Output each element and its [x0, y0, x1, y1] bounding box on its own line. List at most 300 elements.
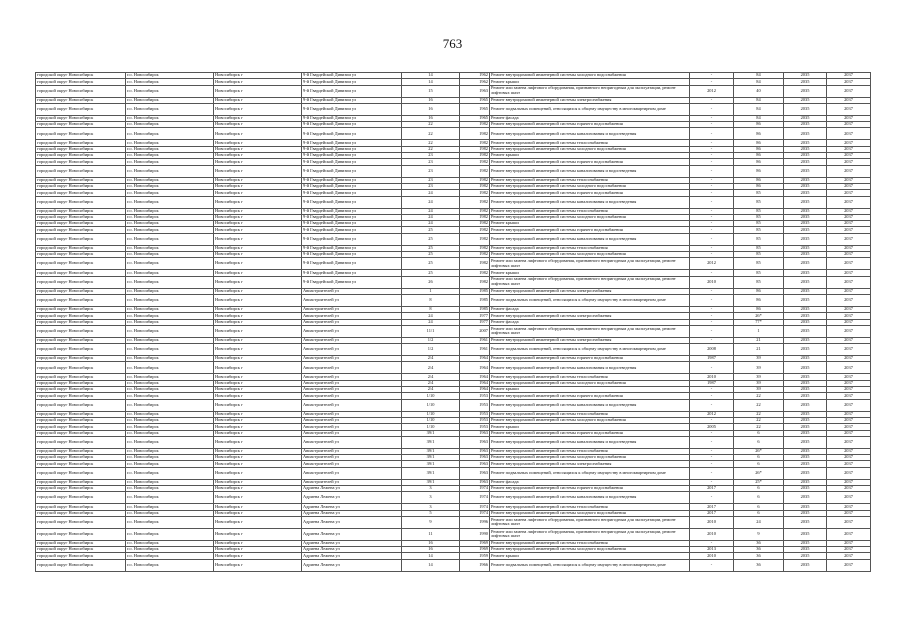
last-repair-year-cell: - — [690, 448, 734, 454]
end-year-cell: 2037 — [827, 492, 871, 504]
street-cell: Авиастроителей ул — [302, 362, 402, 374]
municipality-cell: городской округ Новосибирск — [36, 547, 126, 553]
year-built-cell: 1963 — [460, 448, 490, 454]
city-cell: Новосибирск г — [214, 79, 302, 85]
last-repair-year-cell: - — [690, 559, 734, 571]
work-type-cell: Ремонт внутридомовой инженерной системы теплоснабжения — [490, 140, 690, 146]
house-cell: 26 — [402, 276, 460, 288]
year-built-cell: 1982 — [460, 153, 490, 159]
work-type-cell: Ремонт внутридомовой инженерной системы канализования и водоотведения — [490, 399, 690, 411]
start-year-cell: 2035 — [784, 479, 827, 485]
end-year-cell: 2037 — [827, 153, 871, 159]
city-cell: Новосибирск г — [214, 270, 302, 276]
table-row — [36, 85, 871, 97]
cost-index-cell: 86 — [734, 140, 784, 146]
cost-index-cell: 6 — [734, 461, 784, 467]
start-year-cell: 2035 — [784, 337, 827, 343]
year-built-cell: 1964 — [460, 374, 490, 380]
district-cell: г.о. Новосибирск — [126, 467, 214, 479]
city-cell: Новосибирск г — [214, 159, 302, 165]
cost-index-cell: 86 — [734, 159, 784, 165]
district-cell: г.о. Новосибирск — [126, 258, 214, 270]
year-built-cell: 1985 — [460, 288, 490, 294]
cost-index-cell: 22 — [734, 411, 784, 417]
municipality-cell: городской округ Новосибирск — [36, 85, 126, 97]
street-cell: 9-й Гвардейской Дивизии ул — [302, 245, 402, 251]
district-cell: г.о. Новосибирск — [126, 214, 214, 220]
house-cell: 1/10 — [402, 411, 460, 417]
district-cell: г.о. Новосибирск — [126, 393, 214, 399]
start-year-cell: 2035 — [784, 510, 827, 516]
work-type-cell: Ремонт внутридомовой инженерной системы теплоснабжения — [490, 540, 690, 546]
municipality-cell: городской округ Новосибирск — [36, 128, 126, 140]
end-year-cell: 2037 — [827, 424, 871, 430]
cost-index-cell: 86 — [734, 122, 784, 128]
house-cell: 23 — [402, 153, 460, 159]
district-cell: г.о. Новосибирск — [126, 540, 214, 546]
start-year-cell: 2035 — [784, 276, 827, 288]
house-cell: 3 — [402, 504, 460, 510]
last-repair-year-cell: - — [690, 288, 734, 294]
start-year-cell: 2035 — [784, 547, 827, 553]
last-repair-year-cell: - — [690, 337, 734, 343]
cost-index-cell: 6 — [734, 430, 784, 436]
street-cell: 9-й Гвардейской Дивизии ул — [302, 177, 402, 183]
cost-index-cell: 26* — [734, 448, 784, 454]
street-cell: Авиастроителей ул — [302, 306, 402, 312]
street-cell: 9-й Гвардейской Дивизии ул — [302, 122, 402, 128]
district-cell: г.о. Новосибирск — [126, 492, 214, 504]
house-cell: 16 — [402, 547, 460, 553]
start-year-cell: 2035 — [784, 325, 827, 337]
work-type-cell: Ремонт внутридомовой инженерной системы теплоснабжения — [490, 177, 690, 183]
last-repair-year-cell: - — [690, 270, 734, 276]
year-built-cell: 1969 — [460, 547, 490, 553]
work-type-cell: Ремонт внутридомовой инженерной системы холодного водоснабжения — [490, 380, 690, 386]
last-repair-year-cell: - — [690, 362, 734, 374]
work-type-cell: Ремонт или замена лифтового оборудования, признанного непригодным для эксплуатации, ремонт лифтовых шахт — [490, 516, 690, 528]
cost-index-cell: 84 — [734, 73, 784, 79]
work-type-cell: Ремонт крыши — [490, 424, 690, 430]
end-year-cell: 2037 — [827, 313, 871, 319]
house-cell: 24 — [402, 214, 460, 220]
last-repair-year-cell: - — [690, 479, 734, 485]
year-built-cell: 1982 — [460, 122, 490, 128]
district-cell: г.о. Новосибирск — [126, 128, 214, 140]
cost-index-cell: 84 — [734, 79, 784, 85]
year-built-cell: 1964 — [460, 380, 490, 386]
city-cell: Новосибирск г — [214, 492, 302, 504]
start-year-cell: 2035 — [784, 424, 827, 430]
end-year-cell: 2037 — [827, 270, 871, 276]
municipality-cell: городской округ Новосибирск — [36, 146, 126, 152]
year-built-cell: 1982 — [460, 190, 490, 196]
work-type-cell: Ремонт внутридомовой инженерной системы холодного водоснабжения — [490, 417, 690, 423]
street-cell: Авиастроителей ул — [302, 288, 402, 294]
municipality-cell: городской округ Новосибирск — [36, 485, 126, 491]
repair-schedule-table — [35, 72, 871, 572]
year-built-cell: 1977 — [460, 313, 490, 319]
cost-index-cell: 86 — [734, 288, 784, 294]
start-year-cell: 2035 — [784, 128, 827, 140]
year-built-cell: 1974 — [460, 492, 490, 504]
street-cell: 9-й Гвардейской Дивизии ул — [302, 208, 402, 214]
city-cell: Новосибирск г — [214, 258, 302, 270]
last-repair-year-cell: - — [690, 467, 734, 479]
municipality-cell: городской округ Новосибирск — [36, 79, 126, 85]
end-year-cell: 2037 — [827, 115, 871, 121]
last-repair-year-cell: - — [690, 208, 734, 214]
street-cell: 9-й Гвардейской Дивизии ул — [302, 79, 402, 85]
house-cell: 8 — [402, 294, 460, 306]
district-cell: г.о. Новосибирск — [126, 221, 214, 227]
street-cell: 9-й Гвардейской Дивизии ул — [302, 85, 402, 97]
house-cell: 2/4 — [402, 362, 460, 374]
page-number: 763 — [442, 36, 463, 51]
house-cell: 5 — [402, 510, 460, 516]
start-year-cell: 2035 — [784, 393, 827, 399]
municipality-cell: городской округ Новосибирск — [36, 540, 126, 546]
start-year-cell: 2035 — [784, 306, 827, 312]
house-cell: 24 — [402, 313, 460, 319]
start-year-cell: 2035 — [784, 73, 827, 79]
table-row — [36, 294, 871, 306]
city-cell: Новосибирск г — [214, 393, 302, 399]
city-cell: Новосибирск г — [214, 245, 302, 251]
last-repair-year-cell: - — [690, 122, 734, 128]
city-cell: Новосибирск г — [214, 424, 302, 430]
district-cell: г.о. Новосибирск — [126, 85, 214, 97]
end-year-cell: 2037 — [827, 146, 871, 152]
district-cell: г.о. Новосибирск — [126, 183, 214, 189]
municipality-cell: городской округ Новосибирск — [36, 288, 126, 294]
year-built-cell: 1985 — [460, 294, 490, 306]
last-repair-year-cell: 2017 — [690, 504, 734, 510]
last-repair-year-cell: 2010 — [690, 516, 734, 528]
house-cell: 1/10 — [402, 393, 460, 399]
district-cell: г.о. Новосибирск — [126, 190, 214, 196]
work-type-cell: Ремонт внутридомовой инженерной системы горячего водоснабжения — [490, 122, 690, 128]
end-year-cell: 2037 — [827, 547, 871, 553]
house-cell: 16 — [402, 115, 460, 121]
cost-index-cell: 6 — [734, 455, 784, 461]
year-built-cell: 1982 — [460, 252, 490, 258]
work-type-cell: Ремонт или замена лифтового оборудования, признанного непригодным для эксплуатации, ремонт лифтовых шахт — [490, 528, 690, 540]
work-type-cell: Ремонт внутридомовой инженерной системы канализования и водоотведения — [490, 492, 690, 504]
cost-index-cell: 36 — [734, 540, 784, 546]
city-cell: Новосибирск г — [214, 411, 302, 417]
cost-index-cell: 39 — [734, 380, 784, 386]
city-cell: Новосибирск г — [214, 553, 302, 559]
start-year-cell: 2035 — [784, 159, 827, 165]
year-built-cell: 1982 — [460, 208, 490, 214]
house-cell: 3 — [402, 485, 460, 491]
last-repair-year-cell: - — [690, 73, 734, 79]
municipality-cell: городской округ Новосибирск — [36, 140, 126, 146]
municipality-cell: городской округ Новосибирск — [36, 337, 126, 343]
street-cell: 9-й Гвардейской Дивизии ул — [302, 276, 402, 288]
table-row — [36, 436, 871, 448]
start-year-cell: 2035 — [784, 214, 827, 220]
district-cell: г.о. Новосибирск — [126, 208, 214, 214]
district-cell: г.о. Новосибирск — [126, 362, 214, 374]
work-type-cell: Ремонт внутридомовой инженерной системы холодного водоснабжения — [490, 146, 690, 152]
last-repair-year-cell: - — [690, 146, 734, 152]
municipality-cell: городской округ Новосибирск — [36, 461, 126, 467]
street-cell: 9-й Гвардейской Дивизии ул — [302, 196, 402, 208]
city-cell: Новосибирск г — [214, 337, 302, 343]
house-cell: 25 — [402, 270, 460, 276]
work-type-cell: Ремонт подвальных помещений, относящихся к общему имуществу в многоквартирном доме — [490, 559, 690, 571]
year-built-cell: 1982 — [460, 214, 490, 220]
street-cell: Адриена Лежена ул — [302, 492, 402, 504]
work-type-cell: Ремонт внутридомовой инженерной системы канализования и водоотведения — [490, 362, 690, 374]
cost-index-cell: 84 — [734, 115, 784, 121]
work-type-cell: Ремонт внутридомовой инженерной системы горячего водоснабжения — [490, 190, 690, 196]
cost-index-cell: 85 — [734, 227, 784, 233]
table-row — [36, 516, 871, 528]
start-year-cell: 2035 — [784, 294, 827, 306]
start-year-cell: 2035 — [784, 436, 827, 448]
municipality-cell: городской округ Новосибирск — [36, 455, 126, 461]
house-cell: 1 — [402, 288, 460, 294]
house-cell: 11/1 — [402, 325, 460, 337]
last-repair-year-cell: - — [690, 159, 734, 165]
house-cell: 3 — [402, 492, 460, 504]
house-cell: 39/1 — [402, 455, 460, 461]
street-cell: Авиастроителей ул — [302, 424, 402, 430]
street-cell: 9-й Гвардейской Дивизии ул — [302, 128, 402, 140]
end-year-cell: 2037 — [827, 540, 871, 546]
year-built-cell: 1953 — [460, 393, 490, 399]
year-built-cell: 1982 — [460, 146, 490, 152]
end-year-cell: 2037 — [827, 227, 871, 233]
municipality-cell: городской округ Новосибирск — [36, 294, 126, 306]
municipality-cell: городской округ Новосибирск — [36, 221, 126, 227]
district-cell: г.о. Новосибирск — [126, 504, 214, 510]
end-year-cell: 2037 — [827, 374, 871, 380]
table-row — [36, 528, 871, 540]
municipality-cell: городской округ Новосибирск — [36, 313, 126, 319]
municipality-cell: городской округ Новосибирск — [36, 165, 126, 177]
end-year-cell: 2037 — [827, 504, 871, 510]
cost-index-cell: 85 — [734, 233, 784, 245]
start-year-cell: 2035 — [784, 146, 827, 152]
end-year-cell: 2037 — [827, 103, 871, 115]
end-year-cell: 2037 — [827, 196, 871, 208]
year-built-cell: 1982 — [460, 183, 490, 189]
municipality-cell: городской округ Новосибирск — [36, 448, 126, 454]
work-type-cell: Ремонт внутридомовой инженерной системы холодного водоснабжения — [490, 455, 690, 461]
year-built-cell: 1982 — [460, 270, 490, 276]
city-cell: Новосибирск г — [214, 190, 302, 196]
municipality-cell: городской округ Новосибирск — [36, 196, 126, 208]
street-cell: Авиастроителей ул — [302, 337, 402, 343]
end-year-cell: 2037 — [827, 399, 871, 411]
last-repair-year-cell: - — [690, 177, 734, 183]
district-cell: г.о. Новосибирск — [126, 374, 214, 380]
cost-index-cell: 85 — [734, 245, 784, 251]
work-type-cell: Ремонт подвальных помещений, относящихся к общему имуществу в многоквартирном доме — [490, 103, 690, 115]
start-year-cell: 2035 — [784, 417, 827, 423]
house-cell: 16 — [402, 540, 460, 546]
cost-index-cell: 26* — [734, 467, 784, 479]
year-built-cell: 1982 — [460, 128, 490, 140]
end-year-cell: 2037 — [827, 479, 871, 485]
street-cell: 9-й Гвардейской Дивизии ул — [302, 190, 402, 196]
work-type-cell: Ремонт внутридомовой инженерной системы холодного водоснабжения — [490, 510, 690, 516]
work-type-cell: Ремонт внутридомовой инженерной системы теплоснабжения — [490, 245, 690, 251]
city-cell: Новосибирск г — [214, 183, 302, 189]
house-cell: 16 — [402, 97, 460, 103]
cost-index-cell: 36 — [734, 559, 784, 571]
district-cell: г.о. Новосибирск — [126, 79, 214, 85]
start-year-cell: 2035 — [784, 122, 827, 128]
end-year-cell: 2037 — [827, 559, 871, 571]
table-row — [36, 128, 871, 140]
year-built-cell: 1953 — [460, 424, 490, 430]
year-built-cell: 1982 — [460, 245, 490, 251]
house-cell: 22 — [402, 122, 460, 128]
city-cell: Новосибирск г — [214, 288, 302, 294]
house-cell: 39/1 — [402, 467, 460, 479]
start-year-cell: 2035 — [784, 183, 827, 189]
cost-index-cell: 85 — [734, 208, 784, 214]
work-type-cell: Ремонт внутридомовой инженерной системы горячего водоснабжения — [490, 485, 690, 491]
street-cell: Адриена Лежена ул — [302, 540, 402, 546]
city-cell: Новосибирск г — [214, 319, 302, 325]
city-cell: Новосибирск г — [214, 294, 302, 306]
work-type-cell: Ремонт внутридомовой инженерной системы электроснабжения — [490, 337, 690, 343]
start-year-cell: 2035 — [784, 344, 827, 356]
work-type-cell: Ремонт фасада — [490, 306, 690, 312]
year-built-cell: 1977 — [460, 319, 490, 325]
year-built-cell: 1963 — [460, 467, 490, 479]
cost-index-cell: 6 — [734, 485, 784, 491]
street-cell: 9-й Гвардейской Дивизии ул — [302, 140, 402, 146]
city-cell: Новосибирск г — [214, 140, 302, 146]
district-cell: г.о. Новосибирск — [126, 325, 214, 337]
district-cell: г.о. Новосибирск — [126, 159, 214, 165]
district-cell: г.о. Новосибирск — [126, 479, 214, 485]
district-cell: г.о. Новосибирск — [126, 380, 214, 386]
cost-index-cell: 85 — [734, 190, 784, 196]
district-cell: г.о. Новосибирск — [126, 270, 214, 276]
city-cell: Новосибирск г — [214, 362, 302, 374]
year-built-cell: 1982 — [460, 276, 490, 288]
end-year-cell: 2037 — [827, 233, 871, 245]
last-repair-year-cell: - — [690, 103, 734, 115]
street-cell: Авиастроителей ул — [302, 467, 402, 479]
house-cell: 14 — [402, 553, 460, 559]
last-repair-year-cell: 1987 — [690, 380, 734, 386]
house-cell: 24 — [402, 221, 460, 227]
house-cell: 39/1 — [402, 430, 460, 436]
start-year-cell: 2035 — [784, 492, 827, 504]
district-cell: г.о. Новосибирск — [126, 245, 214, 251]
end-year-cell: 2037 — [827, 183, 871, 189]
start-year-cell: 2035 — [784, 177, 827, 183]
city-cell: Новосибирск г — [214, 128, 302, 140]
start-year-cell: 2035 — [784, 115, 827, 121]
end-year-cell: 2037 — [827, 380, 871, 386]
last-repair-year-cell: - — [690, 461, 734, 467]
last-repair-year-cell: - — [690, 214, 734, 220]
work-type-cell: Ремонт внутридомовой инженерной системы электроснабжения — [490, 288, 690, 294]
municipality-cell: городской округ Новосибирск — [36, 553, 126, 559]
end-year-cell: 2037 — [827, 128, 871, 140]
work-type-cell: Ремонт внутридомовой инженерной системы теплоснабжения — [490, 374, 690, 380]
municipality-cell: городской округ Новосибирск — [36, 103, 126, 115]
last-repair-year-cell: 2010 — [690, 528, 734, 540]
house-cell: 24 — [402, 190, 460, 196]
house-cell: 23 — [402, 183, 460, 189]
municipality-cell: городской округ Новосибирск — [36, 258, 126, 270]
street-cell: 9-й Гвардейской Дивизии ул — [302, 73, 402, 79]
district-cell: г.о. Новосибирск — [126, 424, 214, 430]
city-cell: Новосибирск г — [214, 559, 302, 571]
year-built-cell: 1963 — [460, 455, 490, 461]
street-cell: Адриена Лежена ул — [302, 547, 402, 553]
work-type-cell: Ремонт внутридомовой инженерной системы канализования и водоотведения — [490, 196, 690, 208]
year-built-cell: 1961 — [460, 344, 490, 356]
end-year-cell: 2037 — [827, 221, 871, 227]
end-year-cell: 2037 — [827, 165, 871, 177]
city-cell: Новосибирск г — [214, 103, 302, 115]
last-repair-year-cell: - — [690, 221, 734, 227]
last-repair-year-cell: - — [690, 97, 734, 103]
house-cell: 22 — [402, 146, 460, 152]
city-cell: Новосибирск г — [214, 85, 302, 97]
cost-index-cell: 21 — [734, 344, 784, 356]
municipality-cell: городской округ Новосибирск — [36, 417, 126, 423]
district-cell: г.о. Новосибирск — [126, 399, 214, 411]
city-cell: Новосибирск г — [214, 73, 302, 79]
municipality-cell: городской округ Новосибирск — [36, 387, 126, 393]
district-cell: г.о. Новосибирск — [126, 430, 214, 436]
municipality-cell: городской округ Новосибирск — [36, 399, 126, 411]
year-built-cell: 1964 — [460, 362, 490, 374]
district-cell: г.о. Новосибирск — [126, 547, 214, 553]
municipality-cell: городской округ Новосибирск — [36, 356, 126, 362]
year-built-cell: 1963 — [460, 461, 490, 467]
work-type-cell: Ремонт внутридомовой инженерной системы электроснабжения — [490, 461, 690, 467]
district-cell: г.о. Новосибирск — [126, 153, 214, 159]
city-cell: Новосибирск г — [214, 208, 302, 214]
year-built-cell: 1965 — [460, 115, 490, 121]
last-repair-year-cell: - — [690, 252, 734, 258]
house-cell: 14 — [402, 73, 460, 79]
work-type-cell: Ремонт подвальных помещений, относящихся к общему имуществу в многоквартирном доме — [490, 344, 690, 356]
last-repair-year-cell: 2012 — [690, 85, 734, 97]
start-year-cell: 2035 — [784, 319, 827, 325]
work-type-cell: Ремонт внутридомовой инженерной системы теплоснабжения — [490, 504, 690, 510]
end-year-cell: 2037 — [827, 140, 871, 146]
municipality-cell: городской округ Новосибирск — [36, 411, 126, 417]
start-year-cell: 2035 — [784, 196, 827, 208]
start-year-cell: 2035 — [784, 288, 827, 294]
table-body — [36, 73, 871, 572]
work-type-cell: Ремонт внутридомовой инженерной системы горячего водоснабжения — [490, 227, 690, 233]
cost-index-cell: 85 — [734, 221, 784, 227]
municipality-cell: городской округ Новосибирск — [36, 479, 126, 485]
city-cell: Новосибирск г — [214, 233, 302, 245]
last-repair-year-cell: - — [690, 319, 734, 325]
end-year-cell: 2037 — [827, 553, 871, 559]
end-year-cell: 2037 — [827, 325, 871, 337]
end-year-cell: 2037 — [827, 190, 871, 196]
start-year-cell: 2035 — [784, 313, 827, 319]
